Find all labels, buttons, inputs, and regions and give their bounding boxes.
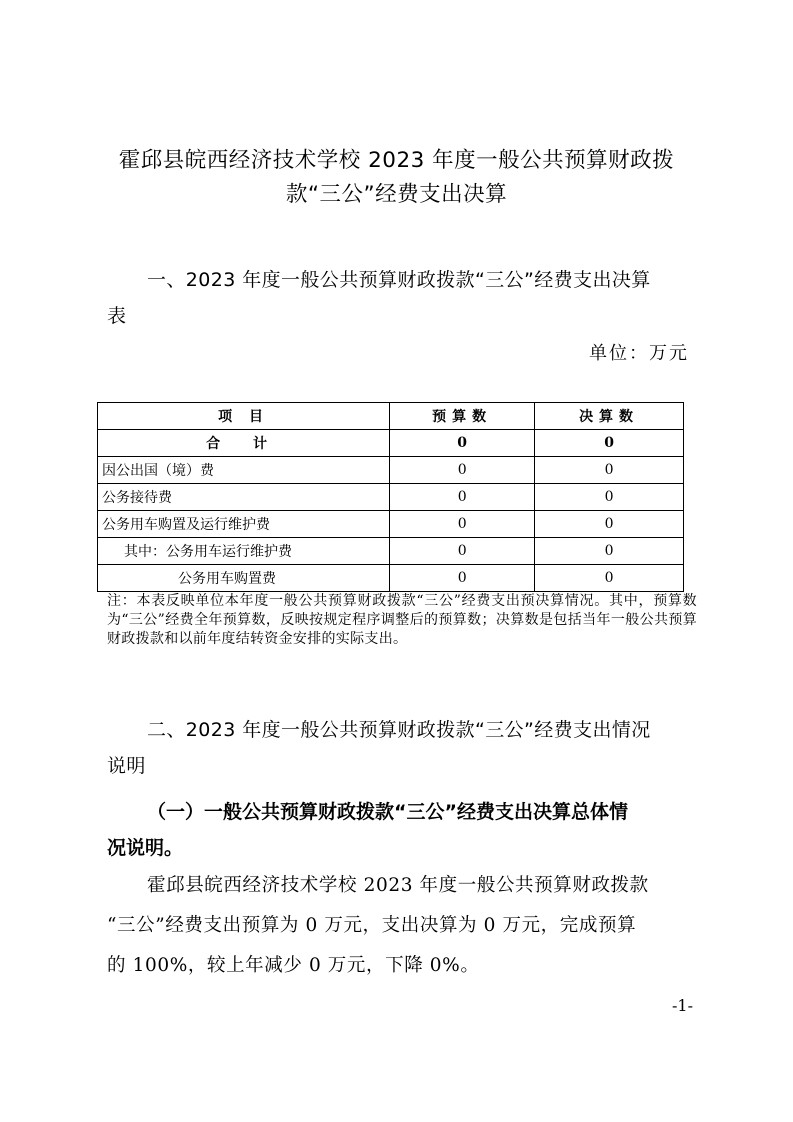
subsection-1-heading [107, 794, 693, 866]
table-row [98, 538, 684, 565]
row-final: 0 [535, 511, 684, 538]
subsection-1-heading-line-2: 况说明。 [107, 837, 184, 859]
unit-label: 单位：万元 [589, 343, 689, 364]
section-2-heading-line-2: 说明 [107, 755, 146, 777]
document-title [100, 144, 693, 212]
row-label: 公务用车购置及运行维护费 [98, 511, 390, 538]
total-label: 合 计 [98, 430, 390, 457]
page-number: -1- [672, 996, 693, 1015]
table-header-row [98, 403, 684, 430]
title-line-1: 霍邱县皖西经济技术学校 2023 年度一般公共预算财政拨 [118, 148, 675, 173]
row-budget: 0 [390, 538, 535, 565]
header-item: 项 目 [98, 403, 390, 430]
row-final: 0 [535, 457, 684, 484]
section-1-heading [107, 262, 693, 334]
row-budget: 0 [390, 565, 535, 592]
table-row [98, 511, 684, 538]
row-budget: 0 [390, 484, 535, 511]
section-1-heading-line-1: 一、2023 年度一般公共预算财政拨款“三公”经费支出决算 [147, 269, 651, 291]
header-budget: 预算数 [390, 403, 535, 430]
row-budget: 0 [390, 457, 535, 484]
section-2-heading [107, 712, 693, 784]
row-label: 因公出国（境）费 [98, 457, 390, 484]
total-budget: 0 [390, 430, 535, 457]
table-row [98, 457, 684, 484]
row-final: 0 [535, 538, 684, 565]
title-line-2: 款“三公”经费支出决算 [285, 182, 508, 207]
body-line-2: “三公”经费支出预算为 0 万元，支出决算为 0 万元，完成预算 [107, 915, 637, 936]
row-label: 公务接待费 [98, 484, 390, 511]
row-final: 0 [535, 484, 684, 511]
table-row [98, 565, 684, 592]
row-budget: 0 [390, 511, 535, 538]
subsection-1-heading-line-1: （一）一般公共预算财政拨款“三公”经费支出决算总体情 [147, 801, 628, 823]
row-label: 公务用车购置费 [98, 565, 390, 592]
table-total-row [98, 430, 684, 457]
section-2-heading-line-1: 二、2023 年度一般公共预算财政拨款“三公”经费支出情况 [147, 719, 651, 741]
body-line-1: 霍邱县皖西经济技术学校 2023 年度一般公共预算财政拨款 [147, 875, 649, 896]
section-1-heading-line-2: 表 [107, 305, 127, 327]
body-line-3: 的 100%，较上年减少 0 万元，下降 0%。 [107, 955, 480, 976]
three-public-expenses-table [97, 402, 684, 592]
row-final: 0 [535, 565, 684, 592]
table-row [98, 484, 684, 511]
table-note: 注：本表反映单位本年度一般公共预算财政拨款“三公”经费支出预决算情况。其中，预算数为“三公”经费全年预算数，反映按规定程序调整后的预算数；决算数是包括当年一般公共预算财政拨款和以前年度结转资金安排的实际支出。 [107, 593, 697, 647]
body-paragraph [107, 866, 693, 986]
row-label: 其中：公务用车运行维护费 [98, 538, 390, 565]
header-final: 决算数 [535, 403, 684, 430]
total-final: 0 [535, 430, 684, 457]
